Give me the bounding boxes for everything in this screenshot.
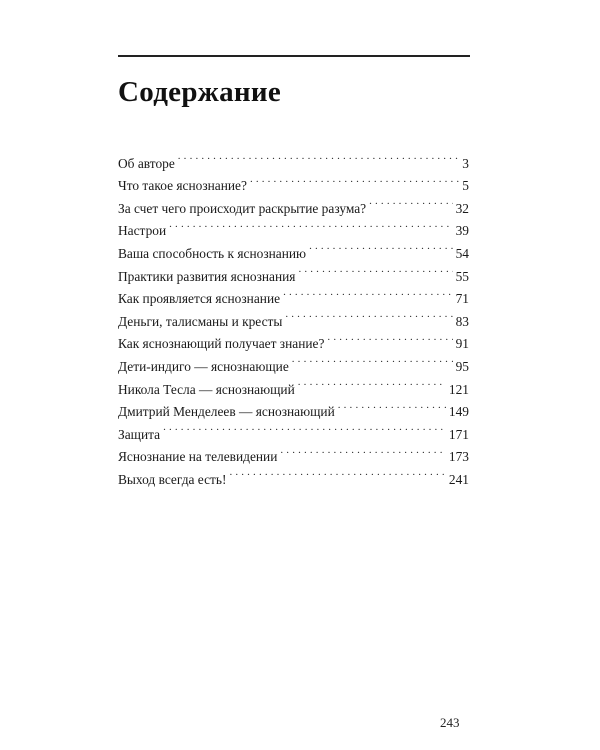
page-number: 243: [440, 715, 460, 730]
toc-entry-page: 83: [455, 313, 469, 329]
toc-entry-page: 173: [448, 449, 469, 465]
dot-leader: [309, 235, 453, 258]
toc-entry-page: 3: [462, 155, 469, 171]
toc-entry-page: 121: [448, 381, 469, 397]
toc-entry-page: 32: [455, 200, 469, 216]
toc-entry-title: Об авторе: [118, 155, 175, 171]
toc-entry: [118, 145, 469, 171]
toc-entry-title: Выход всегда есть!: [118, 471, 227, 487]
toc-entry-page: 149: [448, 404, 469, 420]
dot-leader: [250, 168, 459, 191]
dot-leader: [178, 145, 460, 168]
dot-leader: [229, 461, 445, 484]
dot-leader: [280, 439, 446, 462]
toc-entry-page: 39: [455, 223, 469, 239]
toc-entry-page: 71: [455, 291, 469, 307]
toc-entry-page: 55: [455, 268, 469, 284]
toc-entry-page: 95: [455, 358, 469, 374]
dot-leader: [292, 348, 453, 371]
toc-entry-title: За счет чего происходит раскрытие разума?: [118, 200, 367, 216]
toc-entry-page: 54: [455, 245, 469, 261]
toc-entry-title: Деньги, талисманы и кресты: [118, 313, 283, 329]
toc-entry-page: 91: [455, 336, 469, 352]
toc-entry: [118, 416, 469, 442]
top-rule: [118, 55, 470, 57]
page-title: Содержание: [118, 76, 282, 108]
toc-entry-title: Что такое яснознание?: [118, 178, 247, 194]
toc-entry-title: Дети-индиго — яснознающие: [118, 358, 289, 374]
toc-entry-title: Как проявляется яснознание: [118, 291, 281, 307]
toc-entry-title: Яснознание на телевидении: [118, 449, 278, 465]
toc-entry-title: Ваша способность к яснознанию: [118, 245, 307, 261]
dot-leader: [338, 394, 446, 417]
toc-entry: [118, 213, 469, 239]
toc-entry-title: Защита: [118, 426, 161, 442]
toc-entry: [118, 439, 469, 465]
dot-leader: [298, 371, 446, 394]
toc-entry-page: 5: [462, 178, 469, 194]
dot-leader: [163, 416, 446, 439]
dot-leader: [298, 258, 452, 281]
toc-entry-title: Как яснознающий получает знание?: [118, 336, 325, 352]
toc-entry: [118, 235, 469, 261]
dot-leader: [169, 213, 452, 236]
toc-entry-title: Практики развития яснознания: [118, 268, 296, 284]
dot-leader: [327, 326, 452, 349]
dot-leader: [369, 190, 452, 213]
toc-entry-page: 171: [448, 426, 469, 442]
toc-entry-title: Никола Тесла — яснознающий: [118, 381, 295, 397]
toc-entry-title: Настрои: [118, 223, 167, 239]
dot-leader: [283, 281, 453, 304]
table-of-contents: [118, 145, 469, 487]
toc-entry-page: 241: [448, 471, 469, 487]
toc-entry-title: Дмитрий Менделеев — яснознающий: [118, 404, 335, 420]
dot-leader: [285, 303, 452, 326]
